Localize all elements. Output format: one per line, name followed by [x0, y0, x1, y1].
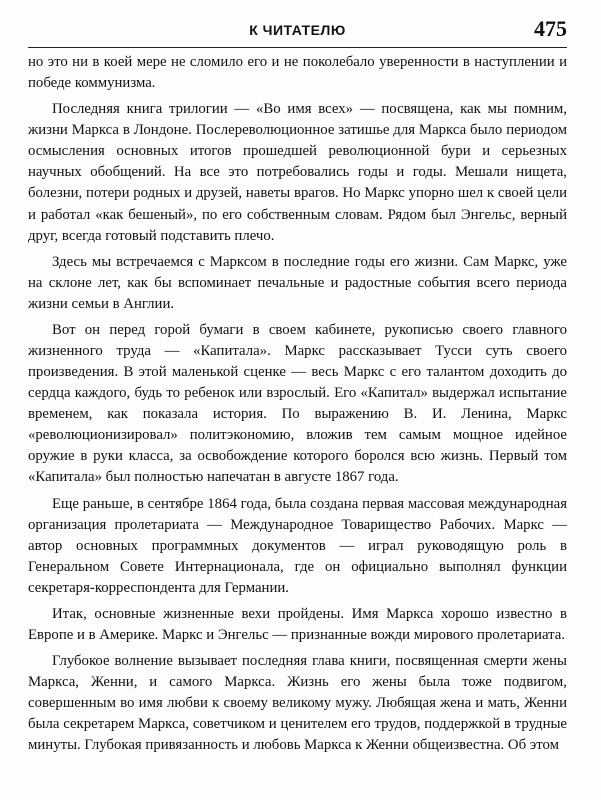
- page-header: [28, 16, 567, 46]
- paragraph-last-chapter: Глубокое волнение вызывает последняя глава книги, посвященная смерти жены Маркса, Женни, и самого Маркса. Жизнь его жены была тоже подвигом, совершенным во имя любви к своему великому мужу. Любящая жена и мать, Женни была секретарем Маркса, советчиком и ценителем его трудов, поддержкой в трудные минуты. Глубокая привязанность и любовь Маркса к Женни общеизвестна. Об этом: [28, 653, 567, 754]
- paragraph-continuation: но это ни в коей мере не сломило его и не поколебало уверенности в наступлении и победе коммунизма.: [28, 54, 567, 92]
- page-number: 475: [534, 16, 567, 41]
- paragraph-trilogy: Последняя книга трилогии — «Во имя всех» — посвящена, как мы помним, жизни Маркса в Лондоне. Послереволюционное затишье для Маркса было периодом осмысления основных итогов прошедшей революционной бури и серьезных научных обобщений. На все это потребовались годы и годы. Мешали нищета, болезни, потери родных и друзей, наветы врагов. Но Маркс упорно шел к своей цели и работал «как бешеный», по его собственным словам. Рядом был Энгельс, верный друг, всегда готовый подставить плечо.: [28, 101, 567, 244]
- paragraph-last-years: Здесь мы встречаемся с Марксом в последние годы его жизни. Сам Маркс, уже на склоне лет, как бы вспоминает печальные и радостные события всего периода жизни семьи в Англии.: [28, 253, 567, 312]
- running-head: К ЧИТАТЕЛЮ: [249, 22, 346, 38]
- paragraph-capital: Вот он перед горой бумаги в своем кабинете, рукописью своего главного жизненного труда — «Капитала». Маркс рассказывает Тусси суть своего произведения. В этой маленькой сценке — весь Маркс с его талантом доходить до сердца каждого, будь то ребенок или взрослый. Его «Капитал» выдержал испытание временем, как показала история. По выражению В. И. Ленина, Маркс «революционизировал» политэкономию, вложив тем самым мощное идейное оружие в руки класса, за освобождение которого боролся всю жизнь. Первый том «Капитала» был полностью напечатан в августе 1867 года.: [28, 321, 567, 486]
- header-rule: [28, 47, 567, 48]
- paragraph-international: Еще раньше, в сентябре 1864 года, была создана первая массовая международная организация пролетариата — Международное Товарищество Рабочих. Маркс — автор основных программных документов — играл руководящую роль в Генеральном Совете Интернационала, где он официально выполнял функции секретаря-корреспондента для Германии.: [28, 495, 567, 596]
- paragraph-milestones: Итак, основные жизненные вехи пройдены. Имя Маркса хорошо известно в Европе и в Америке. Маркс и Энгельс — признанные вожди мирового пролетариата.: [28, 605, 567, 644]
- body-text: [28, 52, 567, 757]
